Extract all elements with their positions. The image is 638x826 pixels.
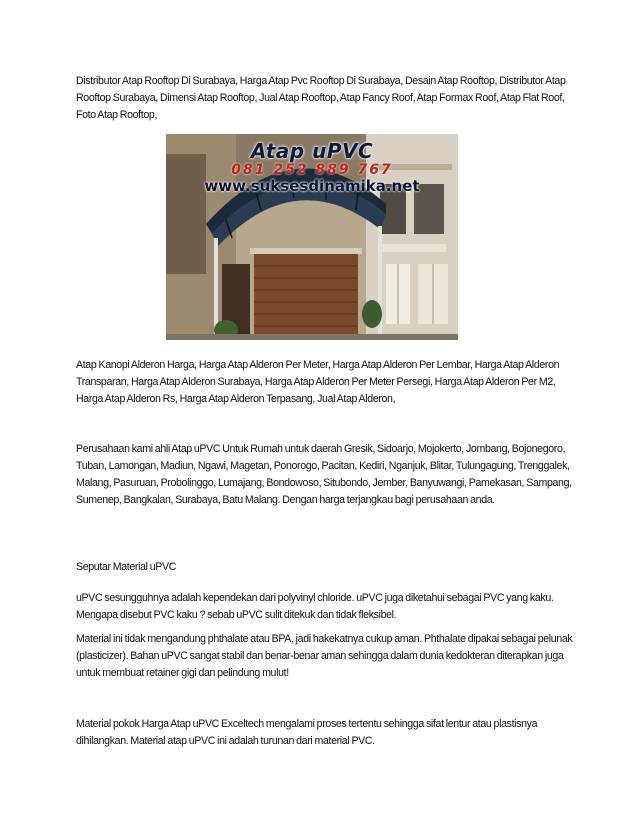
kanopi-paragraph: Atap Kanopi Alderon Harga, Harga Atap Alderon Per Meter, Harga Atap Alderon Per Lembar, Harga Atap Alderon Transparan, Harga Atap Alderon Surabaya, Harga Atap Alderon Per Meter Persegi, Harga Atap Alderon Per M2, Harga Atap Alderon Rs, Harga Atap Alderon Terpasang, Jual Atap Alderon, — [76, 359, 560, 405]
photo-website-overlay: www.suksesdinamika.net — [204, 177, 420, 195]
canopy-photo — [166, 134, 458, 340]
section-heading: Seputar Material uPVC — [76, 561, 176, 573]
definition-paragraph: uPVC sesungguhnya adalah kependekan dari polyvinyl chloride. uPVC juga diketahui sebagai PVC yang kaku. Mengapa disebut PVC kaku ? sebab uPVC sulit ditekuk dan tidak fleksibel. — [76, 592, 554, 621]
perusahaan-paragraph: Perusahaan kami ahli Atap uPVC Untuk Rumah untuk daerah Gresik, Sidoarjo, Mojokerto, Jombang, Bojonegoro, Tuban, Lamongan, Madiun, Ngawi, Magetan, Ponorogo, Pacitan, Kediri, Nganjuk, Blitar, Tulungagung, Trenggalek, Malang, Pasuruan, Probolinggo, Lumajang, Bondowoso, Situbondo, Jember, Banyuwangi, Pamekasan, Sampang, Sumenep, Bangkalan, Surabaya, Batu Malang. Dengan harga terjangkau bagi perusahaan anda. — [76, 443, 572, 506]
photo-title-overlay: Atap uPVC — [250, 139, 374, 163]
intro-paragraph: Distributor Atap Rooftop Di Surabaya, Harga Atap Pvc Rooftop Di Surabaya, Desain Atap Rooftop, Distributor Atap Rooftop Surabaya, Dimensi Atap Rooftop, Jual Atap Rooftop, Atap Fancy Roof, Atap Formax Roof, Atap Flat Roof, Foto Atap Rooftop, — [76, 75, 566, 121]
material-paragraph: Material ini tidak mengandung phthalate atau BPA, jadi hakekatnya cukup aman. Phthalate dipakai sebagai pelunak (plasticizer). Bahan uPVC sangat stabil dan benar-benar aman sehingga dalam dunia kedokteran diterapkan juga untuk membuat retainer gigi dan pelindung mulut! — [76, 633, 573, 679]
photo-phone-overlay: 081 252 889 767 — [231, 162, 393, 178]
pokok-paragraph: Material pokok Harga Atap uPVC Exceltech mengalami proses tertentu sehingga sifat lentur atau plastisnya dihilangkan. Material atap uPVC ini adalah turunan dari material PVC. — [76, 718, 538, 747]
